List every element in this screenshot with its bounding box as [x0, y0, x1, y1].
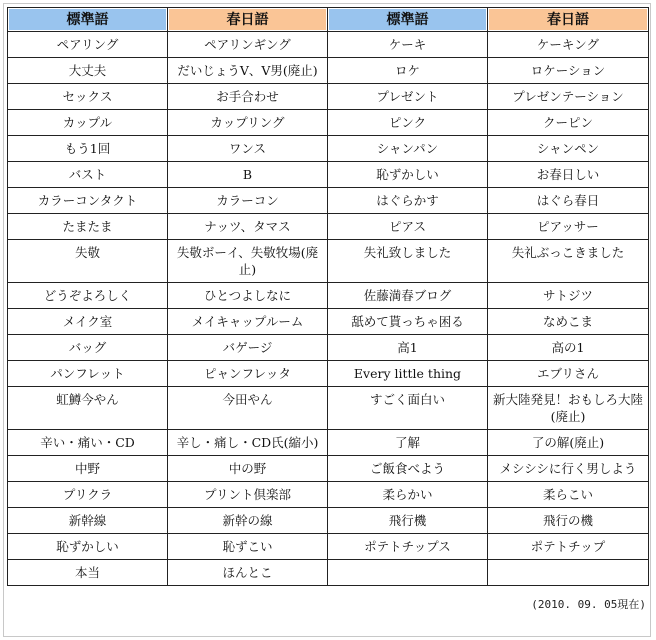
table-row: [8, 560, 649, 586]
standard-term-cell: パンフレット: [8, 361, 168, 387]
kasuga-term-cell: 失敬ボーイ、失敬牧場(廃止): [168, 240, 328, 283]
standard-term-cell: プリクラ: [8, 482, 168, 508]
standard-term-cell: 本当: [8, 560, 168, 586]
table-row: [8, 162, 649, 188]
table-body: [8, 32, 649, 586]
header-cell-standard-1: [8, 8, 168, 32]
header-cell-standard-2: [328, 8, 488, 32]
table-row: [8, 430, 649, 456]
standard-term-cell: 虹鱒今やん: [8, 387, 168, 430]
vocabulary-table: [7, 7, 649, 586]
standard-term-cell: ペアリング: [8, 32, 168, 58]
header-label: 標準語: [328, 8, 487, 31]
table-row: [8, 84, 649, 110]
kasuga-term-cell: カラーコン: [168, 188, 328, 214]
standard-term-cell: 中野: [8, 456, 168, 482]
kasuga-term-cell: 了の解(廃止): [488, 430, 649, 456]
standard-term-cell: 舐めて貰っちゃ困る: [328, 309, 488, 335]
standard-term-cell: バスト: [8, 162, 168, 188]
standard-term-cell: セックス: [8, 84, 168, 110]
table-row: [8, 214, 649, 240]
kasuga-term-cell: 高の1: [488, 335, 649, 361]
standard-term-cell: ご飯食べよう: [328, 456, 488, 482]
table-row: [8, 335, 649, 361]
standard-term-cell: はぐらかす: [328, 188, 488, 214]
standard-term-cell: シャンパン: [328, 136, 488, 162]
standard-term-cell: ピンク: [328, 110, 488, 136]
standard-term-cell: カラーコンタクト: [8, 188, 168, 214]
kasuga-term-cell: プレゼンテーション: [488, 84, 649, 110]
table-row: [8, 32, 649, 58]
standard-term-cell: メイク室: [8, 309, 168, 335]
kasuga-term-cell: だいじょうV、V男(廃止): [168, 58, 328, 84]
kasuga-term-cell: 今田やん: [168, 387, 328, 430]
standard-term-cell: もう1回: [8, 136, 168, 162]
table-row: [8, 387, 649, 430]
standard-term-cell: 高1: [328, 335, 488, 361]
table-row: [8, 309, 649, 335]
header-label: 春日語: [488, 8, 648, 31]
kasuga-term-cell: 新大陸発見！おもしろ大陸(廃止): [488, 387, 649, 430]
standard-term-cell: 恥ずかしい: [328, 162, 488, 188]
kasuga-term-cell: メイキャップルーム: [168, 309, 328, 335]
standard-term-cell: プレゼント: [328, 84, 488, 110]
table-row: [8, 361, 649, 387]
kasuga-term-cell: プリント倶楽部: [168, 482, 328, 508]
standard-term-cell: ポテトチップス: [328, 534, 488, 560]
kasuga-term-cell: 柔らこい: [488, 482, 649, 508]
kasuga-term-cell: 辛し・痛し・CD氏(縮小): [168, 430, 328, 456]
kasuga-term-cell: 失礼ぶっこきました: [488, 240, 649, 283]
standard-term-cell: 恥ずかしい: [8, 534, 168, 560]
standard-term-cell: すごく面白い: [328, 387, 488, 430]
kasuga-term-cell: お春日しい: [488, 162, 649, 188]
table-row: [8, 240, 649, 283]
kasuga-term-cell: [488, 560, 649, 586]
standard-term-cell: 了解: [328, 430, 488, 456]
kasuga-term-cell: なめこま: [488, 309, 649, 335]
kasuga-term-cell: エブリさん: [488, 361, 649, 387]
standard-term-cell: 佐藤満春ブログ: [328, 283, 488, 309]
kasuga-term-cell: クーピン: [488, 110, 649, 136]
standard-term-cell: 失礼致しました: [328, 240, 488, 283]
header-cell-kasuga-2: [488, 8, 649, 32]
standard-term-cell: [328, 560, 488, 586]
kasuga-term-cell: 中の野: [168, 456, 328, 482]
kasuga-term-cell: はぐら春日: [488, 188, 649, 214]
kasuga-term-cell: カップリング: [168, 110, 328, 136]
kasuga-term-cell: ケーキング: [488, 32, 649, 58]
standard-term-cell: Every little thing: [328, 361, 488, 387]
standard-term-cell: ケーキ: [328, 32, 488, 58]
table-row: [8, 110, 649, 136]
kasuga-term-cell: ロケーション: [488, 58, 649, 84]
standard-term-cell: どうぞよろしく: [8, 283, 168, 309]
standard-term-cell: 新幹線: [8, 508, 168, 534]
standard-term-cell: ピアス: [328, 214, 488, 240]
kasuga-term-cell: サトジツ: [488, 283, 649, 309]
kasuga-term-cell: ポテトチップ: [488, 534, 649, 560]
kasuga-term-cell: ひとつよしなに: [168, 283, 328, 309]
header-cell-kasuga-1: [168, 8, 328, 32]
table-row: [8, 508, 649, 534]
kasuga-term-cell: ワンス: [168, 136, 328, 162]
standard-term-cell: カップル: [8, 110, 168, 136]
kasuga-term-cell: ピャンフレッタ: [168, 361, 328, 387]
kasuga-term-cell: バゲージ: [168, 335, 328, 361]
standard-term-cell: ロケ: [328, 58, 488, 84]
standard-term-cell: 失敬: [8, 240, 168, 283]
kasuga-term-cell: シャンペン: [488, 136, 649, 162]
standard-term-cell: 柔らかい: [328, 482, 488, 508]
kasuga-term-cell: お手合わせ: [168, 84, 328, 110]
kasuga-term-cell: ナッツ、タマス: [168, 214, 328, 240]
kasuga-term-cell: 恥ずこい: [168, 534, 328, 560]
kasuga-term-cell: 飛行の機: [488, 508, 649, 534]
header-label: 標準語: [8, 8, 167, 31]
kasuga-term-cell: ほんとこ: [168, 560, 328, 586]
kasuga-term-cell: メシシシに行く男しよう: [488, 456, 649, 482]
table-row: [8, 482, 649, 508]
date-footnote: (2010. 09. 05現在): [531, 598, 646, 611]
standard-term-cell: 飛行機: [328, 508, 488, 534]
table-row: [8, 534, 649, 560]
table-row: [8, 188, 649, 214]
standard-term-cell: バッグ: [8, 335, 168, 361]
standard-term-cell: 辛い・痛い・CD: [8, 430, 168, 456]
kasuga-term-cell: ペアリンギング: [168, 32, 328, 58]
table-row: [8, 58, 649, 84]
kasuga-term-cell: B: [168, 162, 328, 188]
table-row: [8, 136, 649, 162]
standard-term-cell: 大丈夫: [8, 58, 168, 84]
header-row: [8, 8, 649, 32]
kasuga-term-cell: 新幹の線: [168, 508, 328, 534]
standard-term-cell: たまたま: [8, 214, 168, 240]
header-label: 春日語: [168, 8, 327, 31]
kasuga-term-cell: ピアッサー: [488, 214, 649, 240]
table-row: [8, 456, 649, 482]
table-row: [8, 283, 649, 309]
